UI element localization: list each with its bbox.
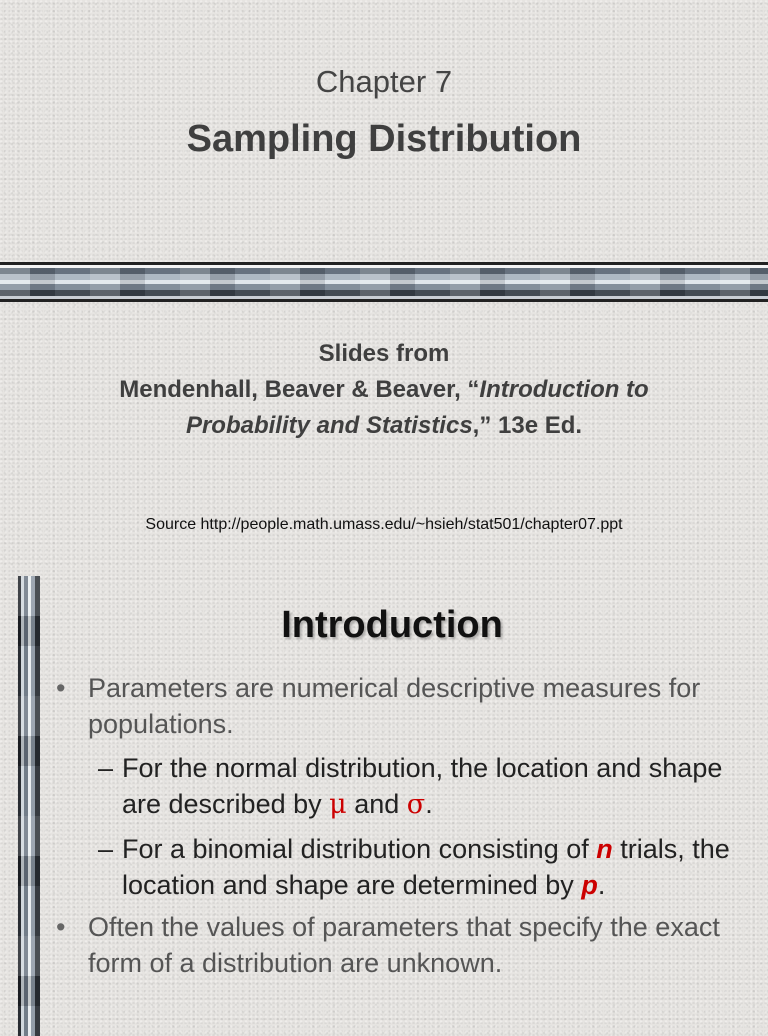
bullet-icon: • — [56, 673, 66, 703]
book-title-part-1: Introduction to — [479, 376, 649, 403]
chapter-label: Chapter 7 — [315, 64, 453, 99]
sub-bullet-end: . — [425, 789, 433, 819]
source-link[interactable]: Source http://people.math.umass.edu/~hsieh/stat501/chapter07.ppt — [145, 516, 623, 533]
sub-bullet-middle: trials, the location and shape are determined by — [122, 834, 730, 900]
p-symbol: p — [581, 870, 598, 900]
credits-line-3 — [0, 408, 768, 444]
edition: ,” 13e Ed. — [472, 412, 583, 439]
credits-line-1: Slides from — [318, 340, 450, 367]
introduction-slide — [0, 570, 768, 1024]
bullet-item — [52, 909, 752, 981]
credits — [0, 336, 768, 444]
slide-heading: Introduction — [281, 604, 503, 646]
bullet-list — [52, 670, 752, 981]
sub-bullet-text: For the normal distribution, the location and shape are described by — [122, 753, 723, 819]
book-title-part-2: Probability and Statistics — [185, 412, 473, 439]
sub-bullet-text: For a binomial distribution consisting of — [122, 834, 597, 864]
bullet-item — [52, 670, 752, 742]
sub-bullet-conjunction: and — [346, 789, 407, 819]
authors: Mendenhall, Beaver & Beaver, “ — [119, 376, 480, 403]
slide-title: Sampling Distribution — [186, 118, 582, 160]
sub-bullet-item — [52, 831, 752, 903]
bullet-icon: • — [56, 912, 66, 942]
bullet-text: Parameters are numerical descriptive measures for populations. — [88, 673, 701, 739]
decorative-band — [0, 262, 768, 302]
mu-symbol: μ — [329, 789, 347, 820]
sub-bullet-item — [52, 750, 752, 823]
sigma-symbol: σ — [406, 789, 426, 820]
bullet-text: Often the values of parameters that specify the exact form of a distribution are unknown. — [88, 912, 720, 978]
credits-line-2 — [0, 372, 768, 408]
sub-bullet-end: . — [597, 870, 606, 900]
dash-icon: – — [98, 834, 114, 864]
dash-icon: – — [98, 753, 114, 783]
n-symbol: n — [596, 834, 613, 864]
